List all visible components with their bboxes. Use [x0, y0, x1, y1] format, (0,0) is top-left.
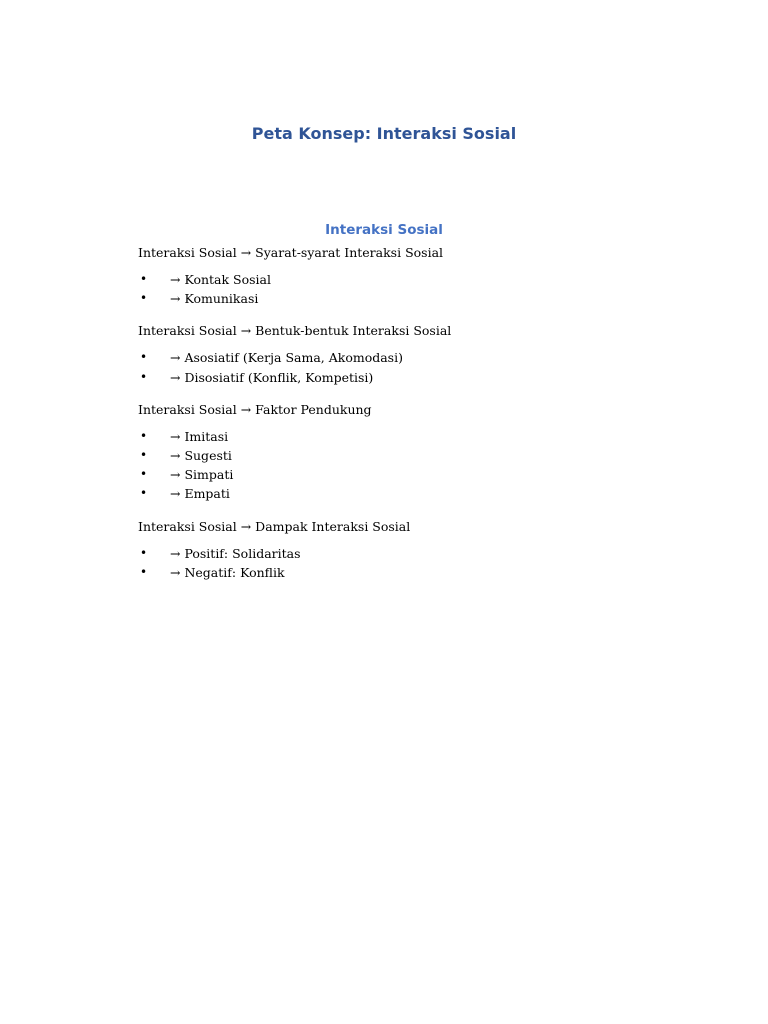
branch-label-dampak: Interaksi Sosial → Dampak Interaksi Sosial	[138, 518, 411, 534]
concept-map-content	[138, 220, 638, 595]
branch-list-syarat	[138, 270, 638, 308]
list-item-text: → Kontak Sosial	[170, 272, 272, 287]
list-item-text: → Asosiatif (Kerja Sama, Akomodasi)	[170, 350, 403, 366]
list-item	[138, 368, 638, 387]
bullet-icon: •	[140, 369, 148, 384]
bullet-icon: •	[140, 428, 148, 443]
list-item	[138, 270, 638, 289]
list-item-text: → Negatif: Konflik	[170, 564, 285, 580]
list-item-text: → Empati	[170, 486, 230, 502]
branch-list-faktor	[138, 427, 638, 504]
list-item-text: → Komunikasi	[170, 291, 259, 307]
branch-list-dampak	[138, 544, 638, 582]
bullet-icon: •	[140, 448, 148, 463]
list-item-text: → Positif: Solidaritas	[170, 545, 301, 561]
list-item	[138, 563, 638, 582]
branch-list-bentuk	[138, 348, 638, 386]
bullet-icon: •	[140, 467, 148, 482]
list-item	[138, 465, 638, 484]
list-item-text: → Disosiatif (Konflik, Kompetisi)	[170, 369, 374, 385]
list-item-text: → Simpati	[170, 467, 234, 483]
bullet-icon: •	[140, 564, 148, 579]
list-item	[138, 348, 638, 367]
bullet-icon: •	[140, 486, 148, 501]
branch-label-syarat: Interaksi Sosial → Syarat-syarat Interaksi Sosial	[138, 245, 444, 260]
list-item	[138, 446, 638, 465]
list-item	[138, 544, 638, 563]
list-item	[138, 289, 638, 308]
list-item-text: → Imitasi	[170, 428, 229, 444]
list-item-text: → Sugesti	[170, 448, 232, 464]
branch-label-faktor: Interaksi Sosial → Faktor Pendukung	[138, 401, 372, 417]
bullet-icon: •	[140, 545, 148, 560]
bullet-icon: •	[140, 350, 148, 365]
list-item	[138, 484, 638, 503]
bullet-icon: •	[140, 272, 148, 286]
bullet-icon: •	[140, 291, 148, 306]
branch-label-bentuk: Interaksi Sosial → Bentuk-bentuk Interaksi Sosial	[138, 323, 452, 339]
list-item	[138, 427, 638, 446]
document-title: Peta Konsep: Interaksi Sosial	[251, 124, 517, 143]
section-heading: Interaksi Sosial	[325, 222, 443, 238]
